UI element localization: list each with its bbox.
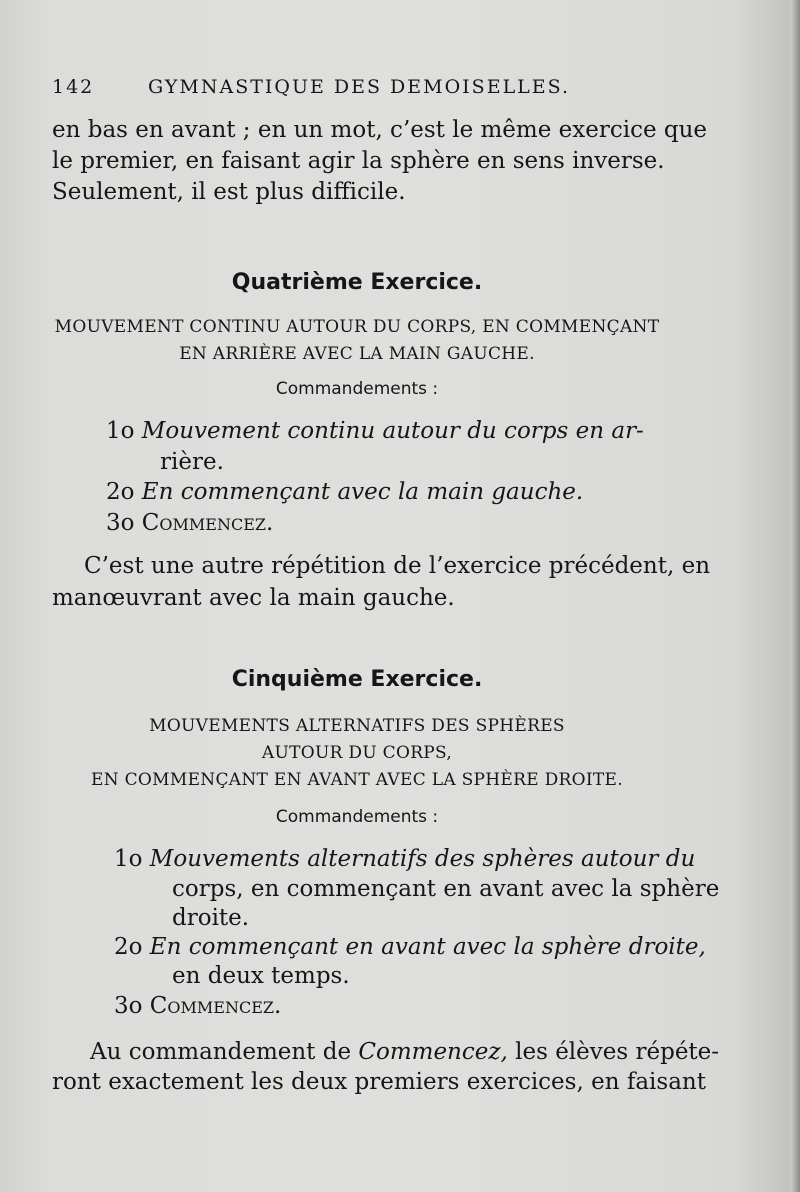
command-text: Mouvement continu autour du corps en ar- [141,418,644,444]
intro-line-3: Seulement, il est plus difficile. [52,179,406,205]
exercise4-commands-label: Commandements : [275,379,439,399]
exercise5-subtitle-line-1: MOUVEMENTS ALTERNATIFS DES SPHÈRES [149,716,565,736]
exercise5-command-3 [114,993,281,1019]
exercise5-command-1 [114,846,695,872]
intro-line-2: le premier, en faisant agir la sphère en sens inverse. [52,148,665,174]
exercise4-note-line-1: C’est une autre répétition de l’exercice précédent, en [84,553,711,579]
exercise5-title: Cinquième Exercice. [231,667,483,692]
exercise5-note-line-1 [90,1037,720,1068]
command-text: Commencez. [149,993,282,1019]
command-number: 1o [106,418,135,444]
exercise4-command-1 [106,418,644,444]
page-number: 142 [52,76,95,98]
exercise5-commands-label: Commandements : [275,807,439,827]
exercise4-note-line-2: manœuvrant avec la main gauche. [52,585,455,611]
running-header [52,76,672,106]
exercise5-subtitle-line-3: EN COMMENÇANT EN AVANT AVEC LA SPHÈRE DROITE. [91,770,623,790]
command-number: 1o [114,846,143,872]
command-text: Commencez. [141,510,274,536]
command-number: 2o [114,934,143,960]
exercise5-note-line-2: ront exactement les deux premiers exercices, en faisant [52,1069,706,1095]
exercise5-command-1-cont-1: corps, en commençant en avant avec la sphère [172,876,720,902]
command-text: En commençant avec la main gauche. [141,479,584,505]
exercise5-command-2 [114,934,706,960]
exercise5-command-1-cont-2: droite. [172,905,250,931]
exercise4-command-2 [106,479,583,505]
command-text: En commençant en avant avec la sphère droite, [149,934,706,960]
exercise4-command-1-cont: rière. [160,449,224,475]
command-number: 3o [114,993,143,1019]
note-prefix: Au commandement de [90,1039,359,1065]
command-number: 3o [106,510,135,536]
note-suffix: les élèves répéte- [507,1039,720,1065]
exercise4-command-3 [106,510,273,536]
command-number: 2o [106,479,135,505]
exercise5-subtitle-line-2: AUTOUR DU CORPS, [261,743,453,763]
running-title: GYMNASTIQUE DES DEMOISELLES. [148,76,571,98]
exercise4-subtitle-line-1: MOUVEMENT CONTINU AUTOUR DU CORPS, EN COMMENÇANT [54,317,660,337]
exercise5-command-2-cont: en deux temps. [172,963,350,989]
exercise4-title: Quatrième Exercice. [231,270,483,295]
command-text: Mouvements alternatifs des sphères autour du [149,846,696,872]
exercise4-subtitle-line-2: EN ARRIÈRE AVEC LA MAIN GAUCHE. [179,344,535,364]
intro-line-1: en bas en avant ; en un mot, c’est le même exercice que [52,117,708,143]
page-edge-shadow [790,0,800,1192]
note-italic: Commencez, [358,1039,508,1065]
